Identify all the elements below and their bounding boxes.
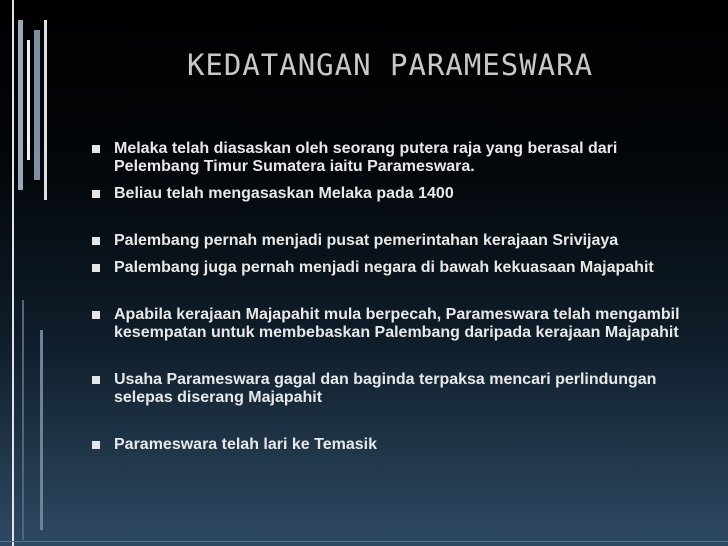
square-bullet-icon xyxy=(92,145,100,153)
bullet-text: Beliau telah mengasaskan Melaka pada 1400 xyxy=(114,185,454,202)
square-bullet-icon xyxy=(92,441,100,449)
deco-bar-3 xyxy=(27,40,30,160)
deco-bar-4 xyxy=(34,30,40,180)
bullet-text: Apabila kerajaan Majapahit mula berpecah, Parameswara telah mengambil kesempatan untuk membebaskan Palembang daripada kerajaan Majapahit xyxy=(114,306,680,341)
bullet-item xyxy=(92,371,702,407)
bullet-item xyxy=(92,436,702,454)
deco-bar-7 xyxy=(40,330,43,530)
bullet-item xyxy=(92,185,702,203)
deco-bar-5 xyxy=(44,20,47,200)
bottom-divider xyxy=(0,541,728,542)
bullet-item xyxy=(92,259,702,277)
bullet-list xyxy=(92,140,702,454)
bullet-item xyxy=(92,306,702,342)
square-bullet-icon xyxy=(92,264,100,272)
decorative-bars xyxy=(0,0,60,546)
bullet-item xyxy=(92,140,702,176)
bullet-text: Parameswara telah lari ke Temasik xyxy=(114,436,377,453)
square-bullet-icon xyxy=(92,237,100,245)
slide-title: KEDATANGAN PARAMESWARA xyxy=(186,48,594,82)
deco-bar-2 xyxy=(18,20,23,190)
bullet-text: Palembang pernah menjadi pusat pemerintahan kerajaan Srivijaya xyxy=(114,232,619,249)
deco-bar-1 xyxy=(12,0,14,546)
square-bullet-icon xyxy=(92,311,100,319)
deco-bar-6 xyxy=(22,300,24,540)
bullet-text: Usaha Parameswara gagal dan baginda terpaksa mencari perlindungan selepas diserang Majapahit xyxy=(114,371,657,406)
square-bullet-icon xyxy=(92,376,100,384)
bullet-item xyxy=(92,232,702,250)
square-bullet-icon xyxy=(92,190,100,198)
bullet-text: Melaka telah diasaskan oleh seorang putera raja yang berasal dari Pelembang Timur Sumatera iaitu Parameswara. xyxy=(114,140,618,175)
bullet-text: Palembang juga pernah menjadi negara di bawah kekuasaan Majapahit xyxy=(114,259,654,276)
